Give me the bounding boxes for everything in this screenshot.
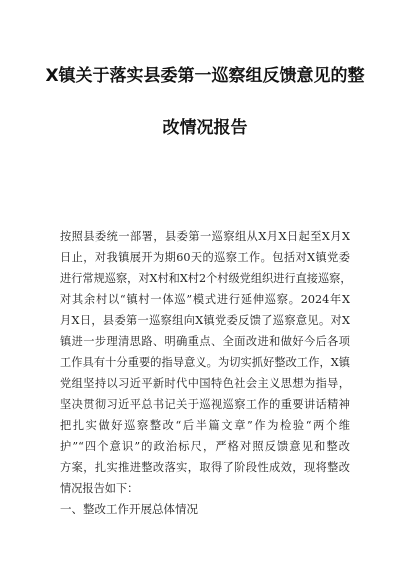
body-line: 把扎实做好巡察整改“后半篇文章”作为检验“两个维 [60, 419, 350, 432]
body-line: 方案，扎实推进整改落实，取得了阶段性成效，现将整改 [60, 461, 350, 474]
body-line: 工作具有十分重要的指导意义。为切实抓好整改工作，X镇 [60, 356, 350, 369]
document-title-line-2: 改情况报告 [162, 118, 248, 138]
body-line: 情况报告如下： [60, 482, 139, 495]
body-paragraph [60, 226, 350, 499]
section-heading: 一、整改工作开展总体情况 [60, 502, 198, 516]
body-line: 坚决贯彻习近平总书记关于巡视巡察工作的重要讲话精神 [60, 398, 350, 411]
body-line: 日止，对我镇展开为期60天的巡察工作。包括对X镇党委 [60, 251, 350, 264]
body-line: 按照县委统一部署，县委第一巡察组从X月X日起至X月X [60, 230, 350, 243]
body-line: 进行常规巡察，对X村和X村2个村级党组织进行直接巡察， [60, 272, 352, 285]
body-line: 对其余村以“镇村一体巡”模式进行延伸巡察。2024年X [60, 293, 350, 306]
body-line: 月X日，县委第一巡察组向X镇党委反馈了巡察意见。对X [60, 314, 350, 327]
body-line: 镇进一步理清思路、明确重点、全面改进和做好今后各项 [60, 335, 350, 348]
body-line: 党组坚持以习近平新时代中国特色社会主义思想为指导， [60, 377, 350, 390]
body-line: 护”“四个意识”的政治标尺，严格对照反馈意见和整改 [60, 440, 350, 453]
document-title-line-1: X镇关于落实县委第一巡察组反馈意见的整 [45, 66, 365, 86]
